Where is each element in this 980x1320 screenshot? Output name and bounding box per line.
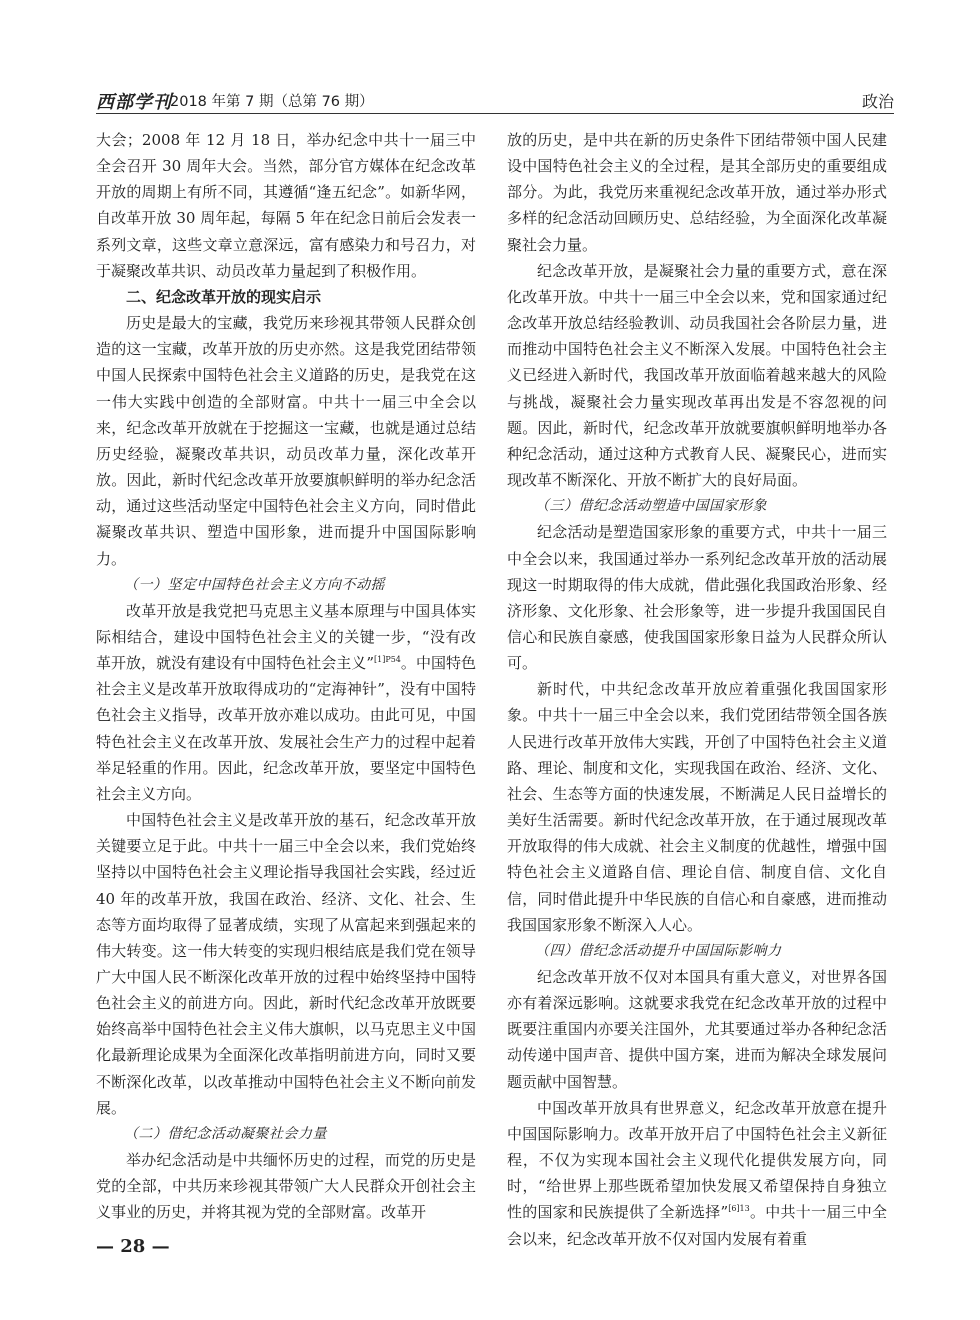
section-name: 政治 <box>861 92 894 111</box>
page-header <box>96 88 894 114</box>
paragraph-text: 大会；2008 年 12 月 18 日，举办纪念中共十一届三中全会召开 30 周年大会。当然，部分官方媒体在纪念改革开放的周期上有所不同，其遵循“逢五纪念”。如新华网，自改革开放 30 周年起，每隔 5 年在纪念日前后会发表一系列文章，这些文章立意深远，富有感染力和号召力，对于凝聚改革共识、动员改革力量起到了积极作用。 <box>96 131 476 280</box>
paragraph-text: （四）借纪念活动提升中国国际影响力 <box>535 942 782 959</box>
subsection-heading <box>96 572 476 598</box>
citation-ref: [1]P54 <box>374 655 401 665</box>
paragraph-text-continued: 。中国特色社会主义是改革开放取得成功的“定海神针”，没有中国特色社会主义指导，改革开放亦难以成功。由此可见，中国特色社会主义在改革开放、发展社会生产力的过程中起着举足轻重的作用。因此，纪念改革开放，要坚定中国特色社会主义方向。 <box>96 654 476 803</box>
paragraph <box>96 1147 476 1225</box>
section-heading <box>96 284 476 310</box>
paragraph-text: 二、纪念改革开放的现实启示 <box>126 287 322 306</box>
paragraph-text: 改革开放是我党把马克思主义基本原理与中国具体实际相结合，建设中国特色社会主义的关键一步，“没有改革开放，就没有建设有中国特色社会主义” <box>96 601 476 673</box>
paragraph <box>507 1095 887 1252</box>
paragraph <box>96 127 476 284</box>
paragraph <box>507 258 887 493</box>
citation-ref: [6]13 <box>728 1204 750 1214</box>
paragraph <box>96 310 476 572</box>
paragraph-text: （一）坚定中国特色社会主义方向不动摇 <box>124 576 385 593</box>
paragraph-text: （三）借纪念活动塑造中国国家形象 <box>535 498 767 515</box>
journal-logo: 西部学刊 <box>96 92 172 113</box>
paragraph-text: 纪念活动是塑造国家形象的重要方式，中共十一届三中全会以来，我国通过举办一系列纪念改革开放的活动展现这一时期取得的伟大成就，借此强化我国政治形象、经济形象、文化形象、社会形象等，进一步提升我国国民自信心和民族自豪感，使我国国家形象日益为人民群众所认可。 <box>507 523 887 673</box>
subsection-heading <box>507 938 887 964</box>
subsection-heading <box>507 493 887 519</box>
right-column <box>507 127 887 1252</box>
header-rule <box>96 113 894 114</box>
paragraph-text: 中国特色社会主义是改革开放的基石，纪念改革开放关键要立足于此。中共十一届三中全会以来，我们党始终坚持以中国特色社会主义理论指导我国社会实践，经过近 40 年的改革开放，我国在政治、经济、文化、社会、生态等方面均取得了显著成绩，实现了从富起来到强起来的伟大转变。这一伟大转变的实现归根结底是我们党在领导广大中国人民不断深化改革开放的过程中始终坚持中国特色社会主义的前进方向。因此，新时代纪念改革开放既要始终高举中国特色社会主义伟大旗帜，以马克思主义中国化最新理论成果为全面深化改革指明前进方向，同时又要不断深化改革，以改革推动中国特色社会主义不断向前发展。 <box>96 811 476 1117</box>
paragraph-text-continued: 。中共十一届三中全会以来，纪念改革开放不仅对国内发展有着重 <box>507 1203 887 1248</box>
paragraph-text: 举办纪念活动是中共缅怀历史的过程，而党的历史是党的全部，中共历来珍视其带领广大人民群众开创社会主义事业的历史，并将其视为党的全部财富。改革开 <box>96 1151 476 1222</box>
subsection-heading <box>96 1121 476 1147</box>
paragraph <box>507 519 887 676</box>
paragraph-text: 纪念改革开放不仅对本国具有重大意义，对世界各国亦有着深远影响。这就要求我党在纪念改革开放的过程中既要注重国内亦要关注国外，尤其要通过举办各种纪念活动传递中国声音、提供中国方案，进而为解决全球发展问题贡献中国智慧。 <box>507 968 887 1091</box>
paragraph <box>507 127 887 258</box>
paragraph-text: 放的历史，是中共在新的历史条件下团结带领中国人民建设中国特色社会主义的全过程，是其全部历史的重要组成部分。为此，我党历来重视纪念改革开放，通过举办形式多样的纪念活动回顾历史、总结经验，为全面深化改革凝聚社会力量。 <box>507 131 887 254</box>
paragraph <box>96 598 476 807</box>
paragraph-text: 新时代，中共纪念改革开放应着重强化我国国家形象。中共十一届三中全会以来，我们党团结带领全国各族人民进行改革开放伟大实践，开创了中国特色社会主义道路、理论、制度和文化，实现我国在政治、经济、文化、社会、生态等方面的快速发展，不断满足人民日益增长的美好生活需要。新时代纪念改革开放，在于通过展现改革开放取得的伟大成就、社会主义制度的优越性，增强中国特色社会主义道路自信、理论自信、制度自信、文化自信，同时借此提升中华民族的自信心和自豪感，进而推动我国国家形象不断深入人心。 <box>507 680 887 934</box>
page-number: — 28 — <box>96 1236 170 1257</box>
paragraph-text: 历史是最大的宝藏，我党历来珍视其带领人民群众创造的这一宝藏，改革开放的历史亦然。这是我党团结带领中国人民探索中国特色社会主义道路的历史，是我党在这一伟大实践中创造的全部财富。中共十一届三中全会以来，纪念改革开放就在于挖掘这一宝藏，也就是通过总结历史经验，凝聚改革共识，动员改革力量，深化改革开放。因此，新时代纪念改革开放要旗帜鲜明的举办纪念活动，通过这些活动坚定中国特色社会主义方向，同时借此凝聚改革共识、塑造中国形象，进而提升中国国际影响力。 <box>96 314 476 568</box>
left-column <box>96 127 476 1226</box>
issue-info: 2018 年第 7 期（总第 76 期） <box>170 94 374 110</box>
paragraph <box>96 807 476 1121</box>
paragraph-text: （二）借纪念活动凝聚社会力量 <box>124 1125 327 1142</box>
paragraph-text: 中国改革开放具有世界意义，纪念改革开放意在提升中国国际影响力。改革开放开启了中国特色社会主义新征程，不仅为实现本国社会主义现代化提供发展方向，同时，“给世界上那些既希望加快发展又希望保持自身独立性的国家和民族提供了全新选择” <box>507 1098 887 1222</box>
paragraph-text: 纪念改革开放，是凝聚社会力量的重要方式，意在深化改革开放。中共十一届三中全会以来，党和国家通过纪念改革开放总结经验教训、动员我国社会各阶层力量，进而推动中国特色社会主义不断深入发展。中国特色社会主义已经进入新时代，我国改革开放面临着越来越大的风险与挑战，凝聚社会力量实现改革再出发是不容忽视的问题。因此，新时代，纪念改革开放就要旗帜鲜明地举办各种纪念活动，通过这种方式教育人民、凝聚民心，进而实现改革不断深化、开放不断扩大的良好局面。 <box>507 261 887 490</box>
paragraph <box>507 676 887 938</box>
paragraph <box>507 964 887 1095</box>
